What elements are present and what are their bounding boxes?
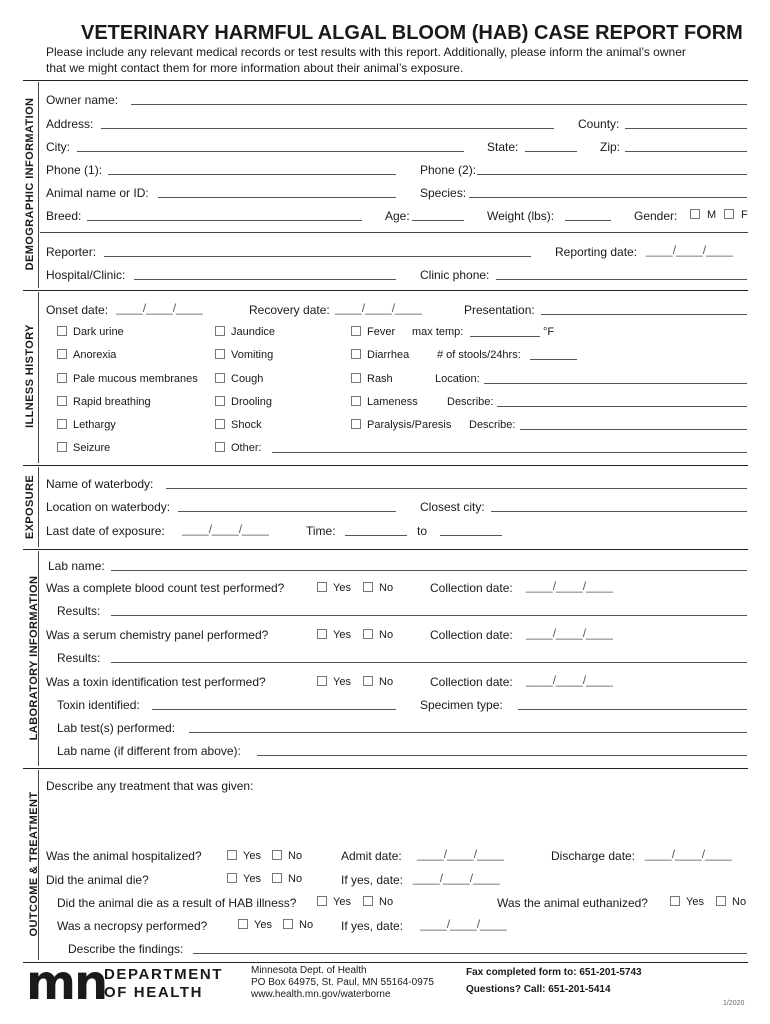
section-label-illness: ILLNESS HISTORY [24, 324, 36, 428]
time-from-field[interactable] [345, 535, 407, 536]
gender-label: Gender: [634, 209, 678, 223]
address-field[interactable] [101, 128, 554, 129]
breed-field[interactable] [87, 220, 362, 221]
pale-checkbox[interactable] [57, 373, 67, 383]
admit-date-label: Admit date: [341, 849, 402, 863]
dept-line2: OF HEALTH [104, 984, 204, 1001]
waterbody-field[interactable] [166, 488, 747, 489]
clinic-phone-label: Clinic phone: [420, 268, 490, 282]
toxin-yes-label: Yes [333, 676, 351, 688]
county-field[interactable] [625, 128, 747, 129]
divider [23, 465, 748, 466]
anorexia-checkbox[interactable] [57, 349, 67, 359]
euthanized-question: Was the animal euthanized? [497, 896, 648, 910]
toxin-yes-checkbox[interactable] [317, 676, 327, 686]
rash-location-field[interactable] [484, 383, 747, 384]
recovery-date-label: Recovery date: [249, 303, 330, 317]
weight-field[interactable] [565, 220, 611, 221]
cbc-question: Was a complete blood count test performed? [46, 581, 285, 595]
section-label-demographic: DEMOGRAPHIC INFORMATION [24, 97, 36, 271]
paralysis-label: Paralysis/Paresis [367, 419, 452, 431]
cbc-yes-label: Yes [333, 582, 351, 594]
presentation-field[interactable] [541, 314, 747, 315]
footer-questions: Questions? Call: 651-201-5414 [466, 984, 611, 995]
serum-question: Was a serum chemistry panel performed? [46, 628, 269, 642]
cbc-collection-field[interactable]: ____/____/____ [526, 579, 613, 593]
divider [23, 549, 748, 550]
weight-label: Weight (lbs): [487, 209, 555, 223]
location-waterbody-field[interactable] [178, 511, 396, 512]
cbc-yes-checkbox[interactable] [317, 582, 327, 592]
zip-label: Zip: [600, 140, 621, 154]
time-to-field[interactable] [440, 535, 502, 536]
gender-female-checkbox[interactable] [724, 209, 734, 219]
divider [23, 290, 748, 291]
lab-tests-label: Lab test(s) performed: [57, 721, 176, 735]
drooling-checkbox[interactable] [215, 396, 225, 406]
serum-yes-checkbox[interactable] [317, 629, 327, 639]
phone1-label: Phone (1): [46, 163, 103, 177]
die-hab-yes-checkbox[interactable] [317, 896, 327, 906]
intro-line-1: Please include any relevant medical records or test results with this report. Additionally, please inform the animal’s owner [46, 45, 686, 59]
die-hab-question: Did the animal die as a result of HAB illness? [57, 896, 297, 910]
stools-label: # of stools/24hrs: [437, 349, 521, 361]
necropsy-no-label: No [299, 919, 314, 931]
reporter-field[interactable] [104, 256, 531, 257]
findings-field[interactable] [193, 953, 747, 954]
toxin-identified-label: Toxin identified: [57, 698, 140, 712]
hospitalized-question: Was the animal hospitalized? [46, 849, 202, 863]
vomiting-label: Vomiting [231, 349, 274, 361]
lethargy-checkbox[interactable] [57, 419, 67, 429]
owner-name-field[interactable] [131, 104, 747, 105]
cough-label: Cough [231, 373, 264, 385]
serum-collection-label: Collection date: [430, 628, 513, 642]
dept-line1: DEPARTMENT [104, 966, 224, 983]
last-date-label: Last date of exposure: [46, 524, 165, 538]
last-date-field[interactable]: ____/____/____ [182, 522, 269, 536]
serum-yes-label: Yes [333, 629, 351, 641]
paralysis-checkbox[interactable] [351, 419, 361, 429]
section-label-laboratory: LABORATORY INFORMATION [28, 575, 40, 741]
die-date-label: If yes, date: [341, 873, 404, 887]
county-label: County: [578, 117, 620, 131]
mn-logo-mark: mn [26, 955, 107, 1011]
admit-date-field[interactable]: ____/____/____ [417, 847, 504, 861]
mdh-logo [26, 955, 236, 1012]
euthanized-yes-checkbox[interactable] [670, 896, 680, 906]
rapid-breathing-label: Rapid breathing [73, 396, 151, 408]
to-label: to [417, 524, 428, 538]
age-label: Age: [385, 209, 410, 223]
hospital-field[interactable] [134, 279, 396, 280]
discharge-date-field[interactable]: ____/____/____ [645, 847, 732, 861]
diarrhea-label: Diarrhea [367, 349, 410, 361]
dark-urine-checkbox[interactable] [57, 326, 67, 336]
presentation-label: Presentation: [464, 303, 535, 317]
lethargy-label: Lethargy [73, 419, 116, 431]
cbc-results-field[interactable] [111, 615, 747, 616]
other-field[interactable] [272, 452, 747, 453]
species-label: Species: [420, 186, 467, 200]
divider [38, 467, 39, 547]
state-field[interactable] [525, 151, 577, 152]
serum-no-checkbox[interactable] [363, 629, 373, 639]
toxin-collection-field[interactable]: ____/____/____ [526, 673, 613, 687]
cbc-no-checkbox[interactable] [363, 582, 373, 592]
die-no-checkbox[interactable] [272, 873, 282, 883]
rash-checkbox[interactable] [351, 373, 361, 383]
footer-address-2: PO Box 64975, St. Paul, MN 55164-0975 [251, 977, 434, 988]
section-label-outcome: OUTCOME & TREATMENT [28, 791, 40, 937]
divider [40, 232, 748, 233]
die-yes-checkbox[interactable] [227, 873, 237, 883]
footer-address-1: Minnesota Dept. of Health [251, 965, 367, 976]
deg-f-label: °F [543, 326, 555, 338]
necropsy-yes-label: Yes [254, 919, 272, 931]
lameness-describe-field[interactable] [497, 406, 747, 407]
gender-female-label: F [741, 209, 748, 221]
die-no-label: No [288, 873, 303, 885]
jaundice-label: Jaundice [231, 326, 276, 338]
necropsy-question: Was a necropsy performed? [57, 919, 208, 933]
toxin-question: Was a toxin identification test performed? [46, 675, 266, 689]
dark-urine-label: Dark urine [73, 326, 124, 338]
divider [38, 82, 39, 288]
hospitalized-yes-label: Yes [243, 850, 261, 862]
waterbody-label: Name of waterbody: [46, 477, 154, 491]
paralysis-describe-label: Describe: [469, 419, 516, 431]
divider [23, 80, 748, 81]
hospitalized-no-checkbox[interactable] [272, 850, 282, 860]
toxin-identified-field[interactable] [152, 709, 396, 710]
findings-label: Describe the findings: [68, 942, 184, 956]
serum-no-label: No [379, 629, 394, 641]
animal-name-field[interactable] [158, 197, 396, 198]
gender-male-label: M [707, 209, 717, 221]
toxin-collection-label: Collection date: [430, 675, 513, 689]
reporting-date-field[interactable]: ____/____/____ [646, 243, 733, 257]
serum-results-field[interactable] [111, 662, 747, 663]
phone1-field[interactable] [108, 174, 396, 175]
seizure-label: Seizure [73, 442, 111, 454]
lab-name-field[interactable] [111, 570, 747, 571]
breed-label: Breed: [46, 209, 82, 223]
die-hab-no-label: No [379, 896, 394, 908]
cbc-results-label: Results: [57, 604, 101, 618]
pale-label: Pale mucous membranes [73, 373, 198, 385]
city-label: City: [46, 140, 70, 154]
euthanized-no-label: No [732, 896, 747, 908]
lab-name-diff-field[interactable] [257, 755, 747, 756]
necropsy-yes-checkbox[interactable] [238, 919, 248, 929]
serum-collection-field[interactable]: ____/____/____ [526, 626, 613, 640]
other-label: Other: [231, 442, 262, 454]
shock-label: Shock [231, 419, 262, 431]
paralysis-describe-field[interactable] [520, 429, 747, 430]
onset-date-field[interactable]: ____/____/____ [116, 301, 203, 315]
city-field[interactable] [77, 151, 464, 152]
closest-city-field[interactable] [491, 511, 747, 512]
onset-date-label: Onset date: [46, 303, 109, 317]
serum-results-label: Results: [57, 651, 101, 665]
owner-name-label: Owner name: [46, 93, 119, 107]
state-label: State: [487, 140, 519, 154]
stools-field[interactable] [530, 359, 577, 360]
time-label: Time: [306, 524, 336, 538]
fever-label: Fever [367, 326, 396, 338]
lab-name-diff-label: Lab name (if different from above): [57, 744, 241, 758]
other-checkbox[interactable] [215, 442, 225, 452]
drooling-label: Drooling [231, 396, 272, 408]
reporting-date-label: Reporting date: [555, 245, 638, 259]
die-hab-no-checkbox[interactable] [363, 896, 373, 906]
lameness-checkbox[interactable] [351, 396, 361, 406]
die-question: Did the animal die? [46, 873, 149, 887]
treatment-area[interactable] [46, 796, 746, 836]
age-field[interactable] [412, 220, 464, 221]
toxin-no-checkbox[interactable] [363, 676, 373, 686]
zip-field[interactable] [625, 151, 747, 152]
max-temp-label: max temp: [412, 326, 464, 338]
vomiting-checkbox[interactable] [215, 349, 225, 359]
specimen-type-label: Specimen type: [420, 698, 503, 712]
cbc-collection-label: Collection date: [430, 581, 513, 595]
divider [38, 292, 39, 463]
rapid-breathing-checkbox[interactable] [57, 396, 67, 406]
treatment-label: Describe any treatment that was given: [46, 779, 254, 793]
hospitalized-no-label: No [288, 850, 303, 862]
max-temp-field[interactable] [470, 336, 540, 337]
location-label: Location: [435, 373, 480, 385]
die-yes-label: Yes [243, 873, 261, 885]
form-title: VETERINARY HARMFUL ALGAL BLOOM (HAB) CASE REPORT FORM [81, 22, 743, 44]
intro-line-2: that we might contact them for more information about their animal’s exposure. [46, 61, 464, 75]
recovery-date-field[interactable]: ____/____/____ [335, 301, 422, 315]
necropsy-date-field[interactable]: ____/____/____ [420, 917, 507, 931]
cough-checkbox[interactable] [215, 373, 225, 383]
specimen-type-field[interactable] [518, 709, 747, 710]
necropsy-no-checkbox[interactable] [283, 919, 293, 929]
location-waterbody-label: Location on waterbody: [46, 500, 171, 514]
footer-fax: Fax completed form to: 651-201-5743 [466, 967, 642, 978]
fever-checkbox[interactable] [351, 326, 361, 336]
jaundice-checkbox[interactable] [215, 326, 225, 336]
footer-version: 1/2020 [723, 1000, 745, 1007]
lab-name-label: Lab name: [48, 559, 105, 573]
rash-label: Rash [367, 373, 393, 385]
species-field[interactable] [469, 197, 747, 198]
phone2-label: Phone (2): [420, 163, 477, 177]
cbc-no-label: No [379, 582, 394, 594]
anorexia-label: Anorexia [73, 349, 117, 361]
divider [23, 768, 748, 769]
address-label: Address: [46, 117, 94, 131]
necropsy-date-label: If yes, date: [341, 919, 404, 933]
animal-name-label: Animal name or ID: [46, 186, 149, 200]
shock-checkbox[interactable] [215, 419, 225, 429]
lab-tests-field[interactable] [189, 732, 747, 733]
diarrhea-checkbox[interactable] [351, 349, 361, 359]
die-hab-yes-label: Yes [333, 896, 351, 908]
lameness-describe-label: Describe: [447, 396, 494, 408]
reporter-label: Reporter: [46, 245, 97, 259]
footer-address-3: www.health.mn.gov/waterborne [251, 989, 391, 1000]
hospitalized-yes-checkbox[interactable] [227, 850, 237, 860]
section-label-exposure: EXPOSURE [24, 474, 36, 540]
discharge-date-label: Discharge date: [551, 849, 636, 863]
euthanized-no-checkbox[interactable] [716, 896, 726, 906]
clinic-phone-field[interactable] [496, 279, 747, 280]
hospital-label: Hospital/Clinic: [46, 268, 126, 282]
seizure-checkbox[interactable] [57, 442, 67, 452]
toxin-no-label: No [379, 676, 394, 688]
gender-male-checkbox[interactable] [690, 209, 700, 219]
closest-city-label: Closest city: [420, 500, 485, 514]
phone2-field[interactable] [477, 174, 747, 175]
euthanized-yes-label: Yes [686, 896, 704, 908]
lameness-label: Lameness [367, 396, 418, 408]
die-date-field[interactable]: ____/____/____ [413, 871, 500, 885]
